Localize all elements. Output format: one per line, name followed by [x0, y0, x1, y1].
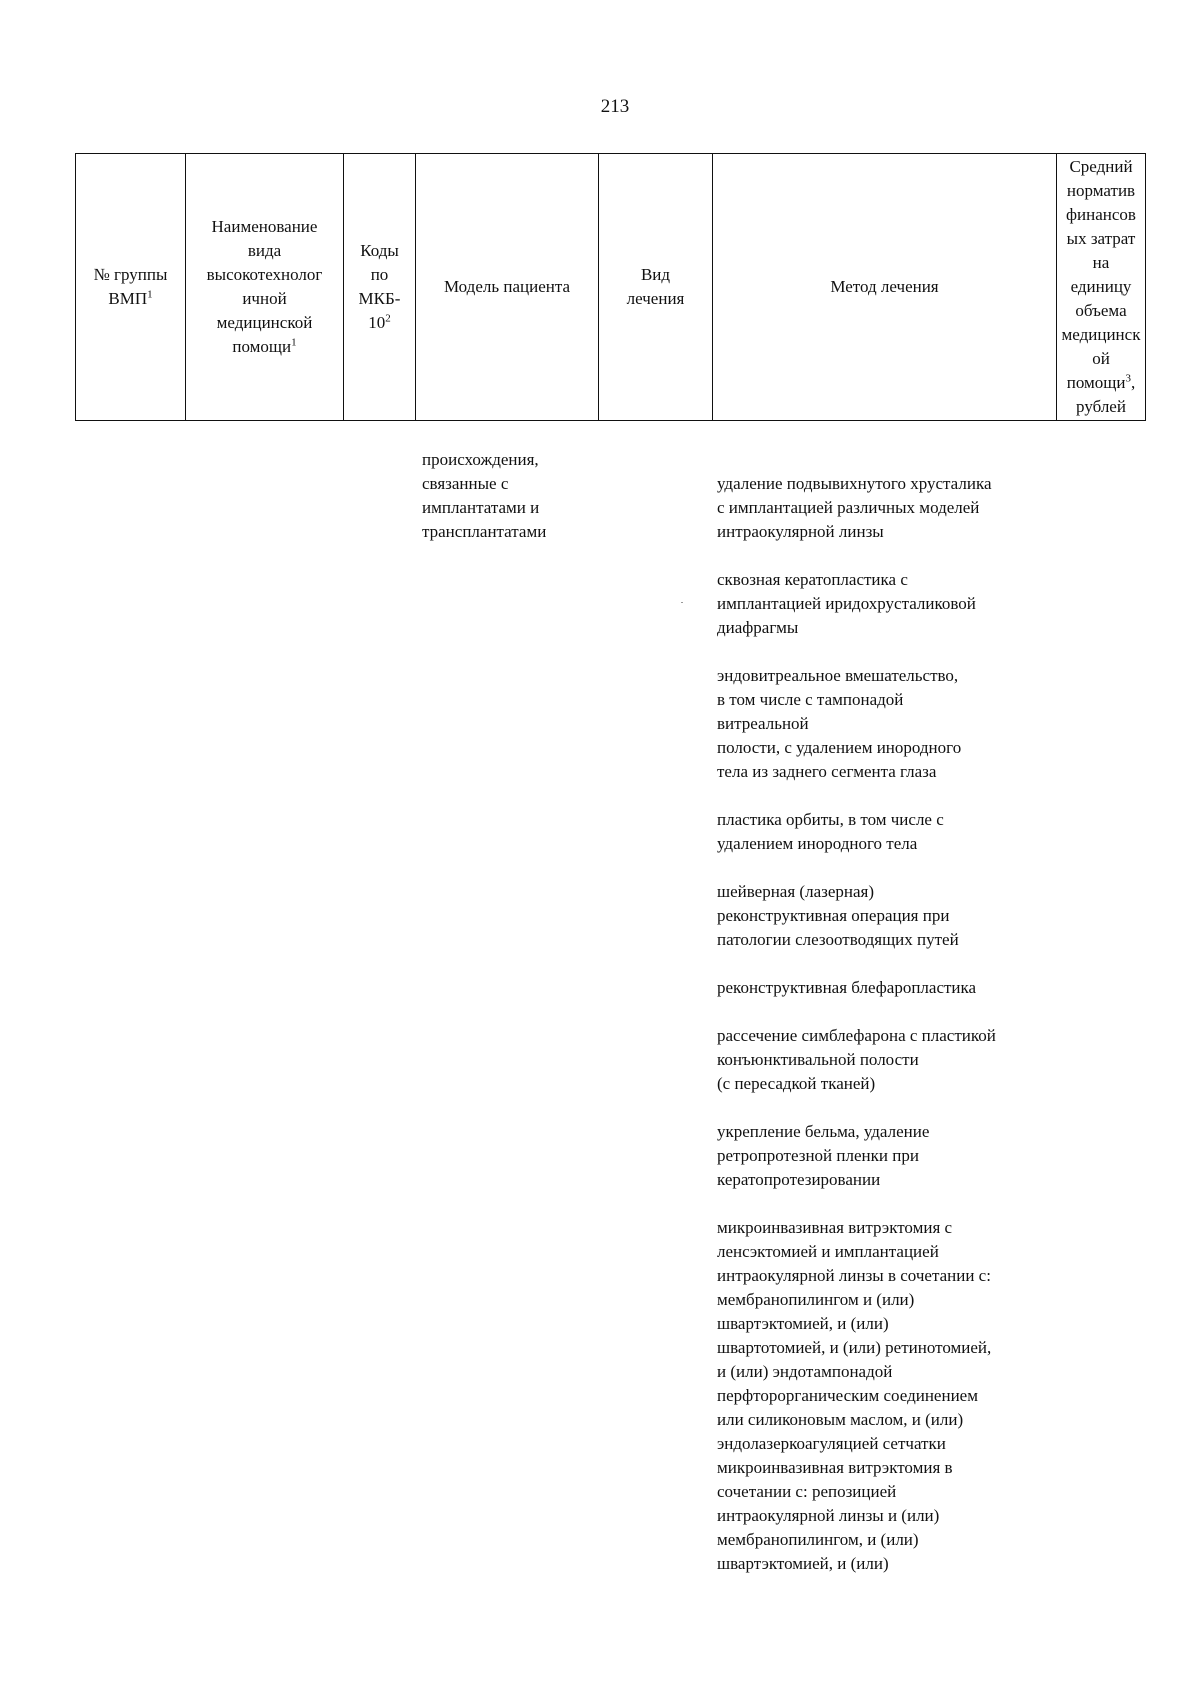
method-item: шейверная (лазерная) реконструктивная операция при патологии слезоотводящих путей [717, 882, 959, 949]
method-item: пластика орбиты, в том числе с удалением инородного тела [717, 810, 944, 853]
header-cell-method [713, 154, 1057, 421]
scan-speck [681, 602, 683, 603]
header-method-label: Метод лечения [830, 277, 939, 296]
table-header [75, 153, 1146, 421]
header-cell-group [76, 154, 186, 421]
method-item: реконструктивная блефаропластика [717, 978, 977, 997]
header-name-footnote: 1 [291, 336, 297, 349]
header-group-footnote: 1 [147, 288, 153, 301]
header-cost-unit: , рублей [1076, 373, 1136, 416]
header-cell-cost [1057, 154, 1146, 421]
method-item: рассечение симблефарона с пластикой конъюнктивальной полости (с пересадкой тканей) [717, 1026, 996, 1093]
method-item: эндовитреальное вмешательство, в том числе с тампонадой витреальной полости, с удалением инородного тела из заднего сегмента глаза [717, 666, 962, 781]
method-item: микроинвазивная витрэктомия с ленсэктомией и имплантацией интраокулярной линзы в сочетании с: мембранопилингом и (или) швартэктомией, и (или) швартотомией, и (или) ретинотомией, и (или) эндотампонадой перфторорганическим соединением или силиконовым маслом, и (или) эндолазеркоагуляцией сетчатки микроинвазивная витрэктомия в сочетании с: репозицией интраокулярной линзы и (или) мембранопилингом, и (или) швартэктомией, и (или) [717, 1218, 992, 1573]
page-number: 213 [600, 96, 630, 117]
patient-model-text: происхождения, связанные с имплантатами и трансплантатами [422, 450, 547, 541]
header-cost-label: Средний норматив финансов ых затрат на единицу объема медицинск ой помощи [1061, 157, 1141, 392]
header-cell-type [599, 154, 713, 421]
header-type-label: Вид лечения [626, 265, 685, 308]
header-name-label: Наименование вида высокотехнолог ичной медицинской помощи [206, 217, 323, 356]
method-item: удаление подвывихнутого хрусталика с имплантацией различных моделей интраокулярной линзы [717, 474, 992, 541]
treatment-methods [717, 472, 1077, 1600]
header-cell-codes [344, 154, 416, 421]
header-codes-footnote: 2 [385, 312, 391, 325]
header-group-label: № группы ВМП [93, 265, 168, 308]
header-cell-model [416, 154, 599, 421]
header-cost-footnote: 3 [1125, 372, 1131, 385]
method-item: сквозная кератопластика с имплантацией иридохрусталиковой диафрагмы [717, 570, 976, 637]
header-model-label: Модель пациента [443, 277, 571, 296]
header-cell-name [186, 154, 344, 421]
header-codes-label: Коды по МКБ- 10 [358, 241, 401, 332]
method-item: укрепление бельма, удаление ретропротезной пленки при кератопротезировании [717, 1122, 930, 1189]
